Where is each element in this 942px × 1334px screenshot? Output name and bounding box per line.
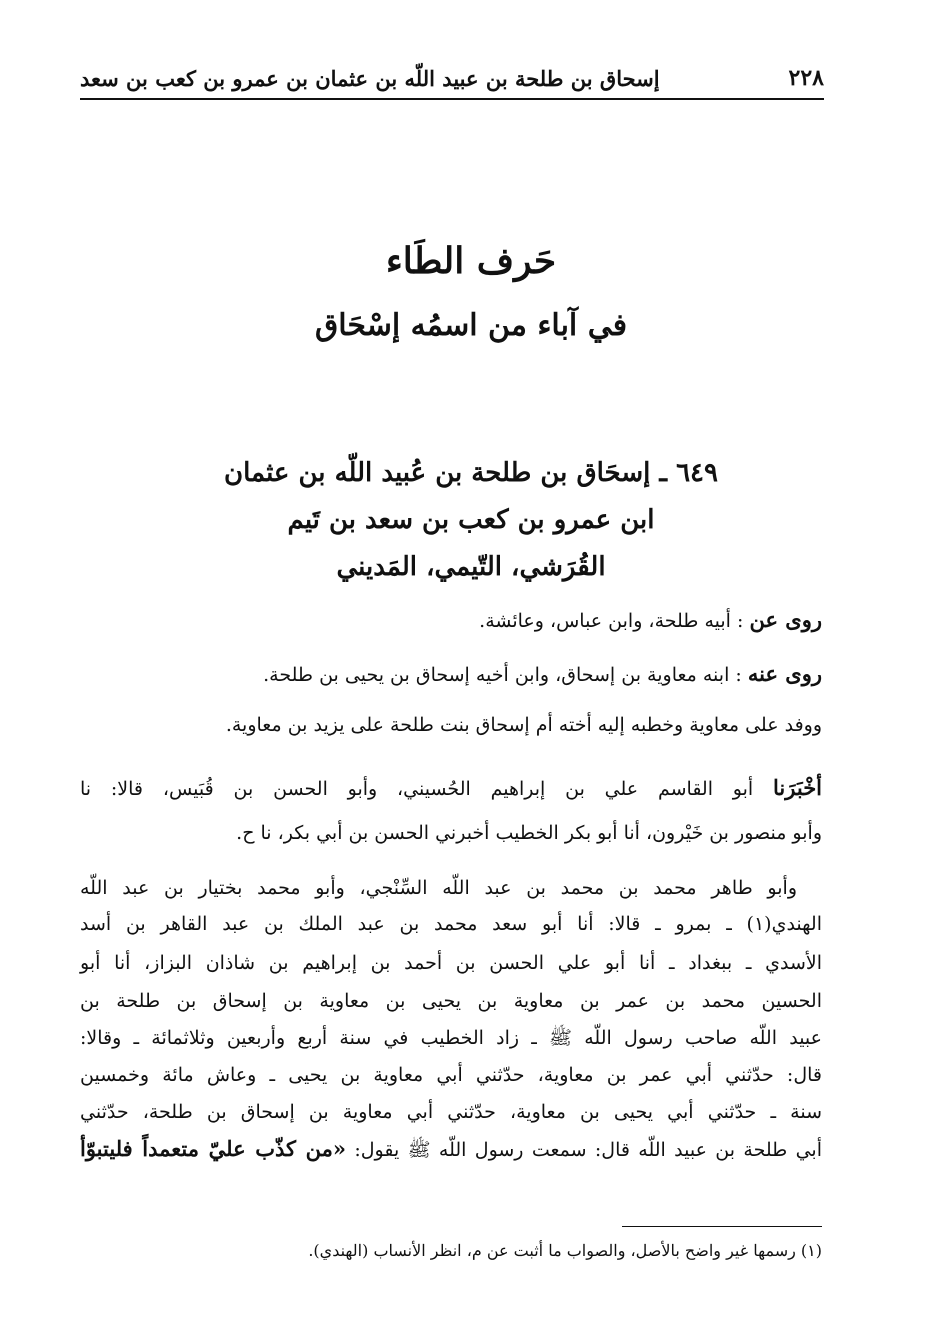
rawa-anhu-label: روى عنه — [747, 661, 822, 686]
isnad-line: وأبو طاهر محمد بن محمد بن عبد اللّه السِّنْجي، وأبو محمد بختيار بن عبد اللّه — [80, 877, 797, 899]
rawa-anhu-text: : ابنه معاوية بن إسحاق، وابن أخيه إسحاق بن يحيى بن طلحة. — [263, 664, 742, 686]
isnad-line: الحسين محمد بن عمر بن معاوية بن يحيى بن معاوية بن إسحاق بن طلحة بن — [80, 990, 822, 1012]
akhbarana-text: أبو القاسم علي بن إبراهيم الحُسيني، وأبو الحسن بن قُبَيس، قالا: نا — [80, 778, 754, 800]
entry-heading — [120, 450, 822, 591]
rawa-anhu-paragraph — [263, 659, 822, 690]
isnad-line: سنة ـ حدّثني أبي يحيى بن معاوية، حدّثني أبي معاوية بن إسحاق بن طلحة، حدّثني — [80, 1101, 822, 1123]
rawa-an-label: روى عن — [749, 607, 822, 632]
footnote-divider — [622, 1226, 822, 1227]
akhbarana-label: أخْبَرَنا — [773, 775, 823, 800]
akhbarana-line — [80, 773, 822, 804]
entry-heading-line: ٦٤٩ ـ إسحَاق بن طلحة بن عُبيد اللّه بن عثمان — [224, 458, 718, 488]
hadith-start: «من كذّب عليّ متعمداً فليتبوّأ — [80, 1136, 346, 1161]
isnad-last-text: أبي طلحة بن عبيد اللّه قال: سمعت رسول اللّه ﷺ يقول: — [354, 1139, 822, 1161]
chapter-title: حَرف الطَاء — [385, 240, 557, 282]
rawa-an-paragraph — [479, 605, 822, 636]
wafada-paragraph: ووفد على معاوية وخطبه إليه أخته أم إسحاق بنت طلحة على يزيد بن معاوية. — [225, 714, 822, 736]
rawa-an-text: : أبيه طلحة، وابن عباس، وعائشة. — [479, 610, 744, 632]
footnote: (١) رسمها غير واضح بالأصل، والصواب ما أثبت عن م، انظر الأنساب (الهندي). — [308, 1241, 822, 1260]
entry-heading-line: القُرَشي، التّيمي، المَديني — [336, 552, 606, 582]
running-header — [80, 58, 824, 100]
akhbarana-line: وأبو منصور بن خَيْرون، أنا أبو بكر الخطيب أخبرني الحسن بن أبي بكر، نا ح. — [236, 822, 822, 844]
isnad-line — [80, 1134, 822, 1165]
page-number: ٢٢٨ — [788, 65, 824, 91]
chapter-subtitle: في آباء من اسمُه إسْحَاق — [314, 308, 628, 343]
isnad-line: عبيد اللّه صاحب رسول اللّه ﷺ ـ زاد الخطيب في سنة أربع وأربعين وثلاثمائة ـ وقالا: — [80, 1027, 822, 1049]
isnad-line: الأسدي ـ ببغداد ـ أنا أبو علي الحسن بن أحمد بن إبراهيم بن شاذان البزاز، أنا أبو — [80, 952, 822, 974]
isnad-line: الهندي(١) ـ بمرو ـ قالا: أنا أبو سعد محمد بن عبد الملك بن عبد القاهر بن أسد — [80, 913, 822, 935]
running-title: إسحاق بن طلحة بن عبيد اللّه بن عثمان بن عمرو بن كعب بن سعد — [80, 65, 660, 91]
isnad-line: قال: حدّثني أبي عمر بن معاوية، حدّثني أبي معاوية بن يحيى ـ وعاش مائة وخمسين — [80, 1064, 822, 1086]
entry-heading-line: ابن عمرو بن كعب بن سعد بن تَيم — [287, 505, 655, 535]
